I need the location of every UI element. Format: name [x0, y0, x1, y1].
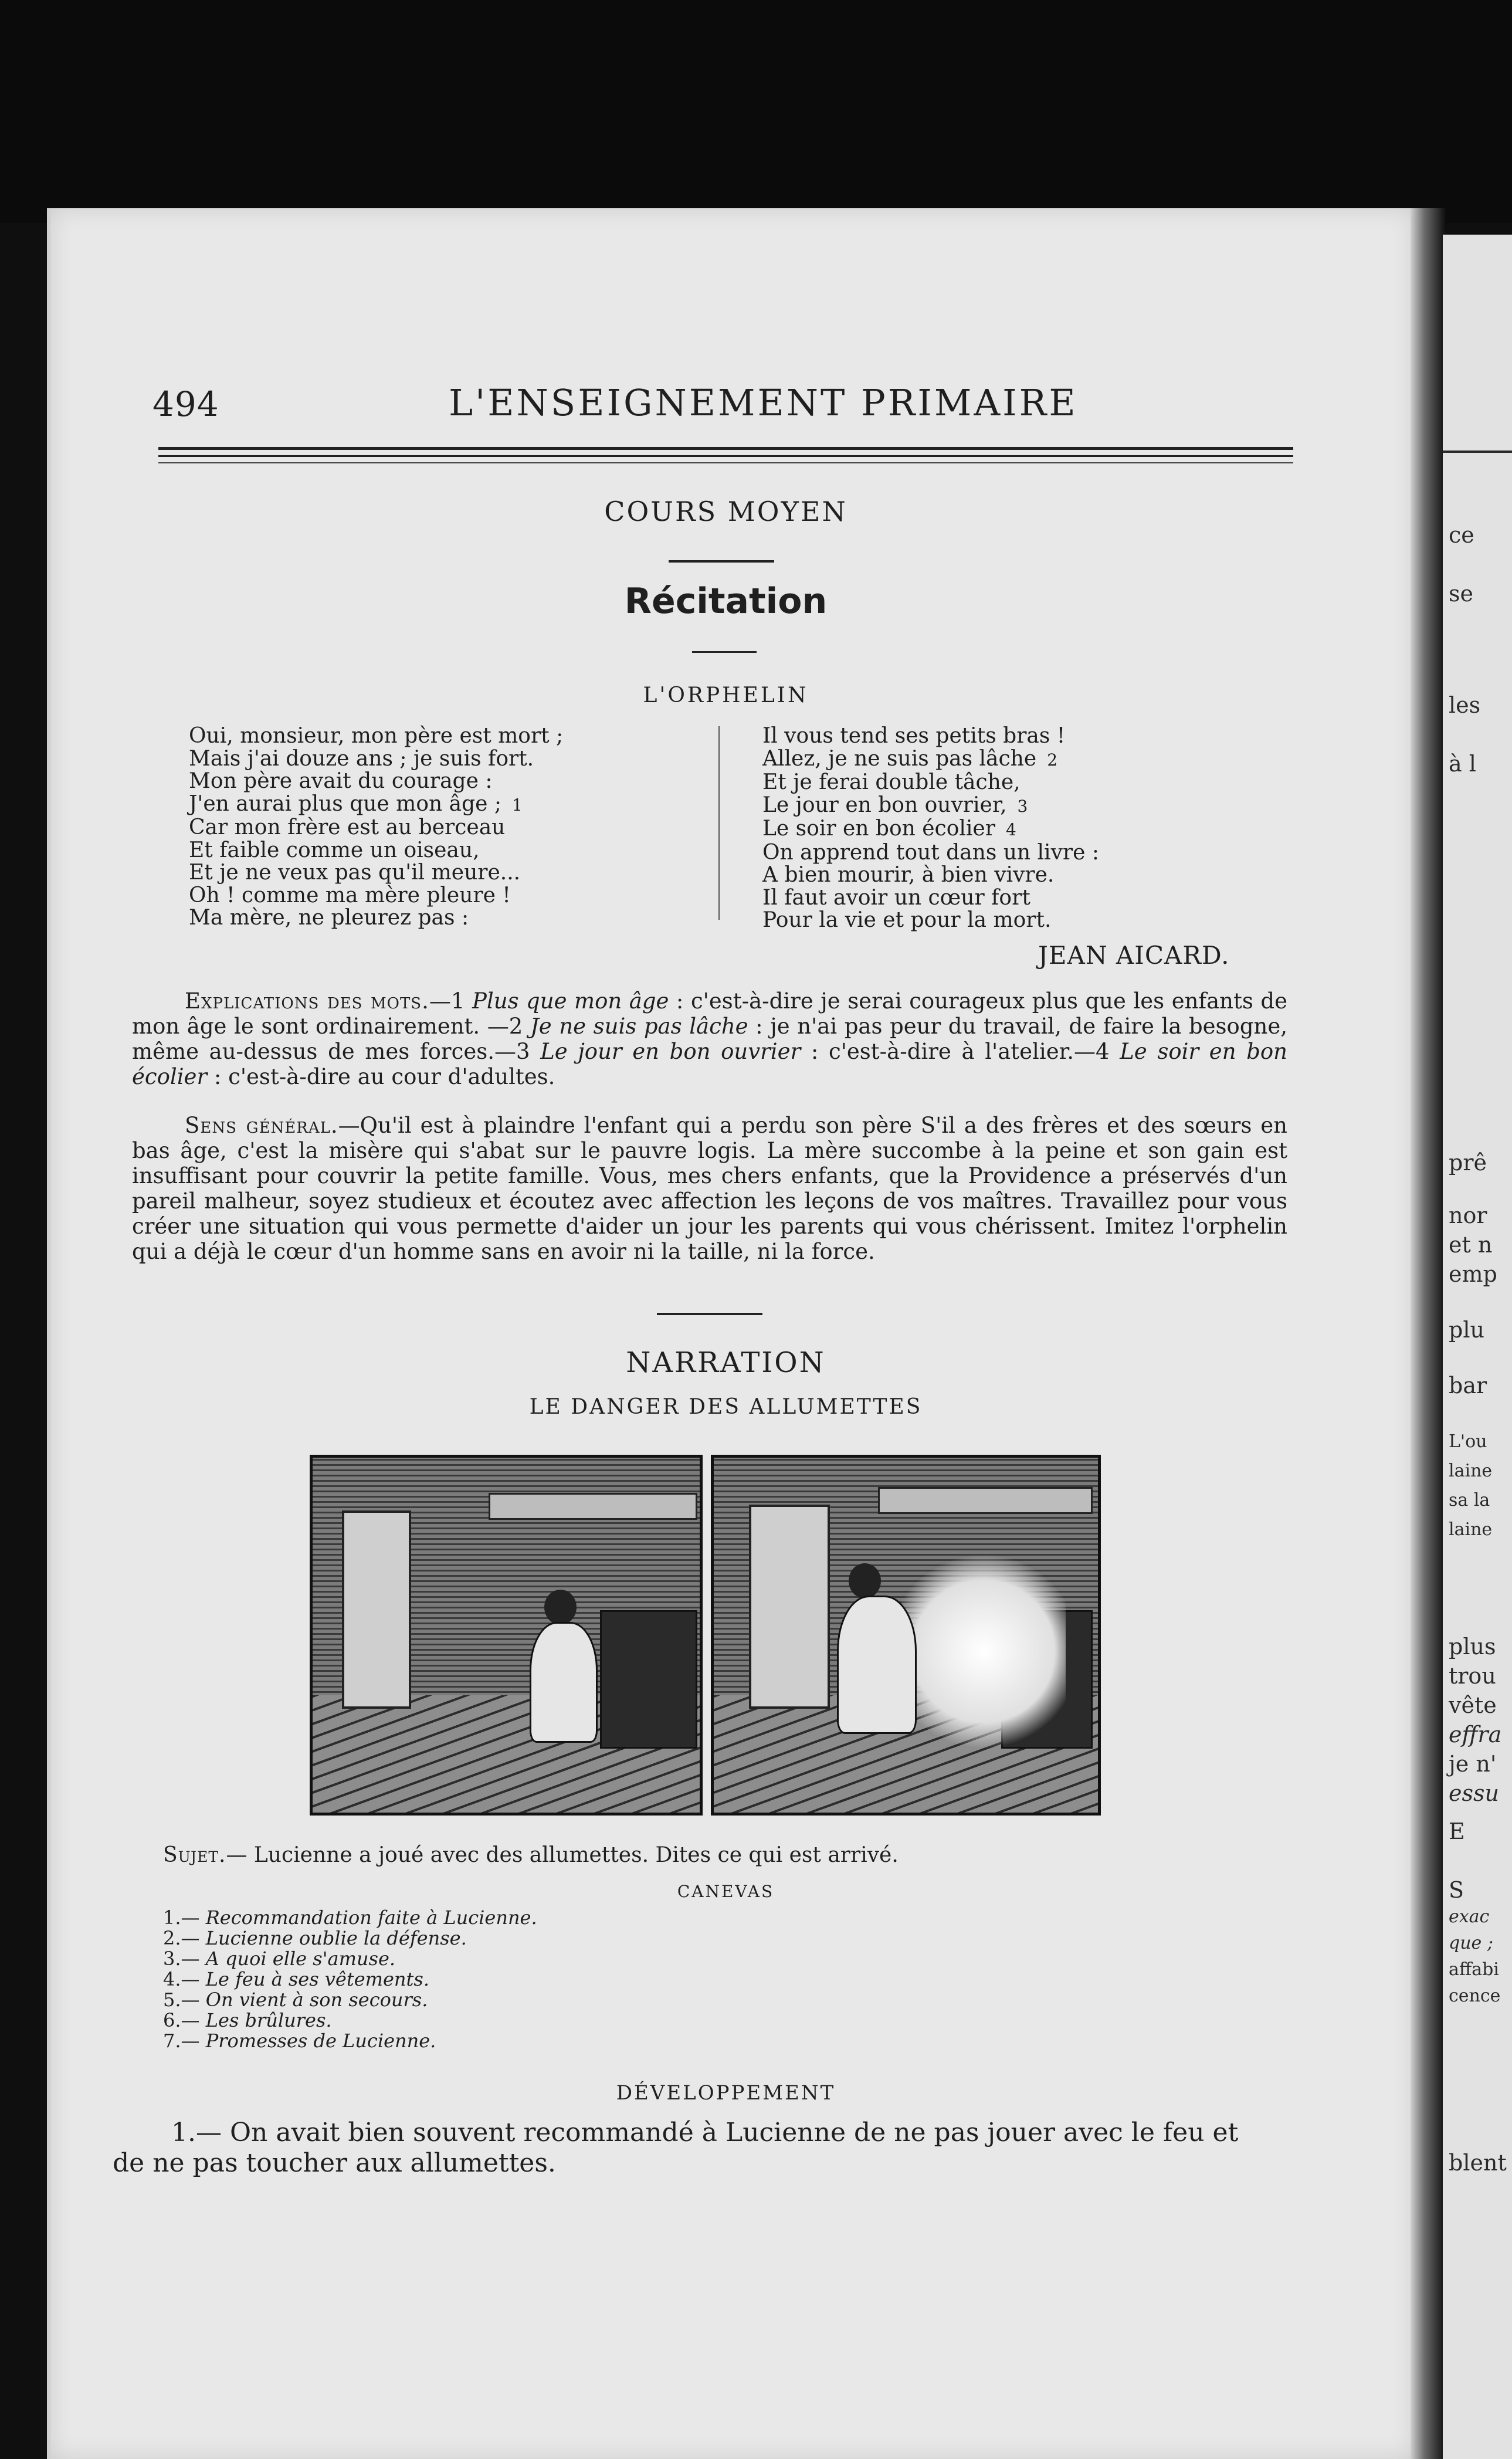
canevas-number: 6.— [163, 2009, 200, 2031]
canevas-text: Promesses de Lucienne. [205, 2030, 436, 2052]
illustration-girl-head [544, 1590, 577, 1625]
illustration-flames [901, 1552, 1066, 1751]
next-page-fragment: et n [1449, 1232, 1493, 1258]
illustration-girl-on-fire [711, 1455, 1101, 1816]
note-number: 4 [1005, 820, 1016, 839]
poem-line: Et je ferai double tâche, [762, 770, 1021, 794]
next-page-fragment: prê [1449, 1150, 1487, 1176]
canevas-item [163, 1990, 537, 2010]
sens-general-label: Sens général. [185, 1113, 338, 1138]
poem-line: J'en aurai plus que mon âge ; [189, 791, 502, 816]
illustration-mantel [489, 1493, 697, 1520]
poem-line: Car mon frère est au berceau [189, 815, 506, 839]
explications-text: : je n'ai pas peur du travail, de faire la besogne, même au-dessus de mes forces.—3 [132, 1014, 1287, 1064]
poem-line: Allez, je ne suis pas lâche [762, 746, 1037, 771]
poem-author: JEAN AICARD. [1038, 941, 1230, 970]
next-page-fragment: cence [1449, 1986, 1501, 2006]
next-page-fragment: se [1449, 581, 1473, 607]
canevas-text: On vient à son secours. [205, 1989, 428, 2011]
explications-paragraph [132, 988, 1287, 1089]
narration-subtitle: LE DANGER DES ALLUMETTES [529, 1395, 923, 1419]
next-page-fragment: je n' [1449, 1751, 1497, 1777]
explications-term: Plus que mon âge [472, 988, 669, 1014]
canevas-text: A quoi elle s'amuse. [205, 1947, 396, 1970]
canevas-number: 7.— [163, 2030, 200, 2052]
canevas-item [163, 1908, 537, 1928]
next-page-fragment: essu [1449, 1780, 1499, 1806]
header-rule [158, 447, 1293, 450]
note-number: 1 [512, 795, 523, 815]
recitation-heading: Récitation [624, 581, 828, 622]
next-page-fragment: sa la [1449, 1490, 1490, 1510]
illustration-mantel [878, 1487, 1093, 1514]
poem-line: Oui, monsieur, mon père est mort ; [189, 724, 564, 748]
illustration-stove [600, 1610, 697, 1749]
note-number: 2 [1047, 750, 1058, 770]
explications-term: Le jour en bon ouvrier [540, 1039, 801, 1064]
canevas-list [163, 1908, 537, 2051]
next-page-fragment: emp [1449, 1261, 1497, 1287]
next-page-fragment: S [1449, 1877, 1464, 1903]
poem-line: Pour la vie et pour la mort. [762, 908, 1052, 932]
illustration-girl [837, 1596, 917, 1734]
poem-divider [718, 726, 720, 920]
explications-text: : c'est-à-dire à l'atelier.—4 [801, 1039, 1120, 1064]
poem-line: A bien mourir, à bien vivre. [762, 863, 1055, 887]
next-page-edge [1443, 235, 1512, 2459]
next-page-fragment: effra [1449, 1722, 1502, 1747]
explications-label: Explications des mots. [185, 988, 429, 1014]
canevas-item [163, 2031, 537, 2051]
poem-line: Mais j'ai douze ans ; je suis fort. [189, 746, 534, 771]
sujet-text: — Lucienne a joué avec des allumettes. Dites ce qui est arrivé. [226, 1843, 899, 1867]
canevas-item [163, 1969, 537, 1990]
next-page-fragment: ce [1449, 522, 1474, 548]
next-page-fragment: que ; [1449, 1933, 1493, 1953]
poem-line: Oh ! comme ma mère pleure ! [189, 883, 511, 907]
next-page-fragment: vête [1449, 1692, 1497, 1718]
poem-title: L'ORPHELIN [643, 683, 809, 707]
illustration-door [342, 1510, 411, 1709]
scan-background [0, 0, 1512, 223]
canevas-item [163, 1928, 537, 1949]
canevas-text: Les brûlures. [205, 2009, 332, 2031]
book-gutter [1411, 208, 1446, 2459]
canevas-number: 4.— [163, 1968, 200, 1990]
canevas-number: 1.— [163, 1906, 200, 1929]
poem-line: Il vous tend ses petits bras ! [762, 724, 1066, 748]
developpement-paragraph: 1.— On avait bien souvent recommandé à Lucienne de ne pas jouer avec le feu et de ne pas toucher aux allumettes. [113, 2118, 1239, 2178]
sujet-label: Sujet. [163, 1843, 226, 1867]
running-title: L'ENSEIGNEMENT PRIMAIRE [449, 381, 1078, 424]
poem-line: Ma mère, ne pleurez pas : [189, 906, 469, 930]
poem-line: Le soir en bon écolier [762, 817, 995, 841]
divider [657, 1313, 762, 1315]
next-page-fragment: L'ou [1449, 1431, 1487, 1452]
illustration-girl [530, 1622, 598, 1743]
page-number: 494 [152, 384, 219, 424]
illustration-girl-head [849, 1563, 881, 1598]
header-rule [158, 462, 1293, 463]
poem-line: Il faut avoir un cœur fort [762, 885, 1030, 910]
explications-term: Je ne suis pas lâche [530, 1014, 748, 1039]
divider [669, 560, 774, 563]
poem-line: Et faible comme un oiseau, [189, 838, 480, 862]
poem-line: On apprend tout dans un livre : [762, 840, 1099, 865]
next-page-fragment: à l [1449, 751, 1476, 777]
next-page-fragment: affabi [1449, 1959, 1499, 1980]
canevas-item [163, 1949, 537, 1969]
sujet-line [163, 1843, 899, 1867]
next-page-fragment: laine [1449, 1461, 1493, 1481]
next-page-rule [1443, 451, 1512, 453]
sens-general-paragraph [132, 1113, 1287, 1264]
explications-term: Le soir en bon écolier [132, 1039, 1287, 1089]
canevas-number: 2.— [163, 1927, 200, 1949]
poem-right-column [762, 725, 1099, 932]
canevas-number: 5.— [163, 1989, 200, 2011]
canevas-number: 3.— [163, 1947, 200, 1970]
next-page-fragment: exac [1449, 1906, 1490, 1927]
canevas-heading: CANEVAS [677, 1882, 775, 1901]
narration-heading: NARRATION [626, 1346, 826, 1379]
header-rule [158, 455, 1293, 457]
canevas-text: Le feu à ses vêtements. [205, 1968, 429, 1990]
poem-line: Le jour en bon ouvrier, [762, 792, 1007, 817]
explications-text: : c'est-à-dire au cour d'adultes. [207, 1064, 555, 1089]
next-page-fragment: les [1449, 692, 1481, 718]
canevas-text: Recommandation faite à Lucienne. [205, 1906, 537, 1929]
explications-text: —1 [429, 988, 472, 1014]
illustration-door [749, 1505, 830, 1709]
canevas-item [163, 2010, 537, 2031]
poem-line: Et je ne veux pas qu'il meure... [189, 861, 521, 885]
next-page-fragment: nor [1449, 1203, 1487, 1228]
next-page-fragment: laine [1449, 1519, 1493, 1540]
illustration-girl-at-stove [310, 1455, 703, 1816]
next-page-fragment: E [1449, 1818, 1465, 1844]
poem-line: Mon père avait du courage : [189, 769, 493, 793]
developpement-heading: DÉVELOPPEMENT [616, 2081, 836, 2105]
sens-general-text: —Qu'il est à plaindre l'enfant qui a perdu son père S'il a des frères et des sœurs en bas âge, c'est la misère qui s'abat sur le pauvre logis. La mère succombe à la peine et son gain est insuffisant pour couvrir la petite famille. Vous, mes chers enfants, que la Providence a préservés d'un pareil malheur, soyez studieux et écoutez avec affection les leçons de vos maîtres. Travaillez pour vous créer une situation qui vous permette d'aider un jour les parents qui vous chérissent. Imitez l'orphelin qui a déjà le cœur d'un homme sans en avoir ni la taille, ni la force. [132, 1113, 1287, 1264]
next-page-fragment: bar [1449, 1373, 1487, 1398]
poem-left-column [189, 725, 563, 930]
divider [692, 651, 757, 653]
explications-text: : c'est-à-dire je serai courageux plus que les enfants de mon âge le sont ordinairement. —2 [132, 988, 1287, 1039]
next-page-fragment: plus [1449, 1634, 1496, 1659]
canevas-text: Lucienne oublie la défense. [205, 1927, 467, 1949]
section-heading: COURS MOYEN [604, 496, 847, 527]
next-page-fragment: trou [1449, 1663, 1496, 1689]
next-page-fragment: blent [1449, 2150, 1507, 2176]
note-number: 3 [1017, 796, 1028, 816]
next-page-fragment: plu [1449, 1317, 1484, 1343]
